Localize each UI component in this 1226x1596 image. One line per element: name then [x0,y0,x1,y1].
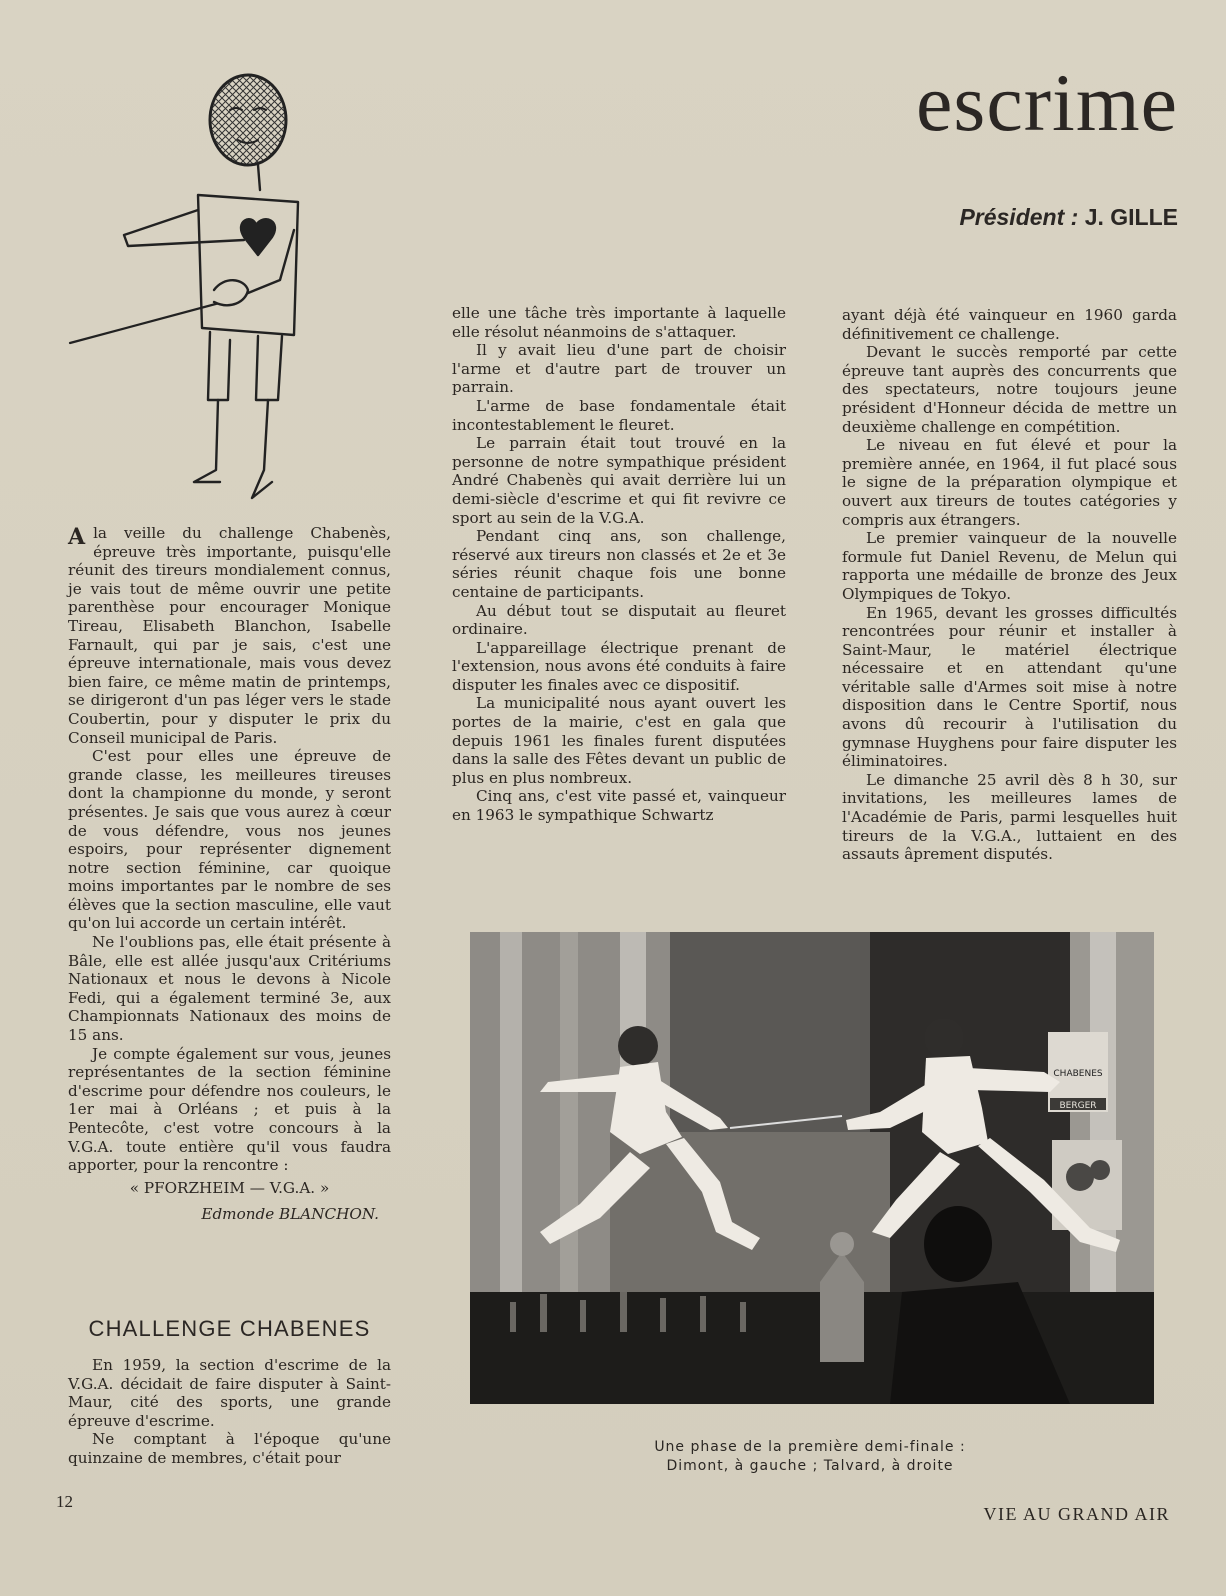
challenge-paragraph: La municipalité nous ayant ouvert les portes de la mairie, c'est en gala que depuis 1961 les finales furent disputées dans la salle des Fêtes devant un public de plus en plus nombreux. [452,694,786,787]
challenge-paragraph: Le premier vainqueur de la nouvelle formule fut Daniel Revenu, de Melun qui rapporta une médaille de bronze des Jeux Olympiques de Tokyo. [842,529,1177,603]
challenge-paragraph: Cinq ans, c'est vite passé et, vainqueur en 1963 le sympathique Schwartz [452,787,786,825]
challenge-paragraph: Devant le succès remporté par cette épreuve tant auprès des concurrents que des spectateurs, notre toujours jeune président d'Honneur décida de mettre un deuxième challenge en compétition. [842,343,1177,436]
challenge-paragraph: En 1965, devant les grosses difficultés rencontrées pour réunir et installer à Saint-Maur, le matériel électrique nécessaire et en attendant qu'une véritable salle d'Armes soit mise à notre disposition dans le Centre Sportif, nous avons dû recourir à l'utilisation du gymnase Huyghens pour faire disputer les éliminatoires. [842,603,1177,771]
page-number: 12 [56,1492,73,1511]
poster-text: CHABENES [1053,1069,1103,1079]
challenge-paragraph: L'appareillage électrique prenant de l'extension, nous avons été conduits à faire disputer les finales avec ce dispositif. [452,638,786,694]
challenge-paragraph: En 1959, la section d'escrime de la V.G.A. décidait de faire disputer à Saint-Maur, cité des sports, une grande épreuve d'escrime. [68,1356,391,1430]
caption-line: Dimont, à gauche ; Talvard, à droite [666,1458,954,1474]
article-paragraph: A la veille du challenge Chabenès, épreuve très importante, puisqu'elle réunit des tireurs mondialement connus, je vais tout de même ouvrir une petite parenthèse pour encourager Monique Tireau, Elisabeth Blanchon, Isabelle Farnault, qui par je sais, c'est une épreuve internationale, mais vous devez bien faire, ce même matin de printemps, se dirigeront d'un pas léger vers le stade Coubertin, pour y disputer le prix du Conseil municipal de Paris. [68,524,391,747]
author-signature: Edmonde BLANCHON. [201,1205,379,1224]
challenge-paragraph: Ne comptant à l'époque qu'une quinzaine de membres, c'était pour [68,1430,391,1467]
drop-cap: A [68,524,86,550]
poster-brand: BERGER [1059,1101,1097,1111]
challenge-paragraph: Le parrain était tout trouvé en la personne de notre sympathique président André Chabenès qui avait derrière lui un demi-siècle d'escrime et qui fit revivre ce sport au sein de la V.G.A. [452,434,786,527]
challenge-heading: CHALLENGE CHABENES [88,1316,371,1341]
challenge-paragraph: Le dimanche 25 avril dès 8 h 30, sur invitations, les meilleures lames de l'Académie de Paris, parmi lesquelles huit tireurs de la V.G.A., luttaient en des assauts âprement disputés. [842,770,1177,864]
fencer-illustration [68,70,328,510]
challenge-paragraph: Pendant cinq ans, son challenge, réservé aux tireurs non classés et 2e et 3e séries réunit chaque fois une bonne centaine de participants. [452,527,786,601]
article-column-1 [68,524,391,1224]
caption-line: Une phase de la première demi-finale : [654,1439,966,1455]
challenge-paragraph: Il y avait lieu d'une part de choisir l'arme et d'autre part de trouver un parrain. [452,341,786,397]
president-label: Président : [959,204,1079,230]
president-line [959,204,1178,231]
challenge-paragraph: Au début tout se disputait au fleuret ordinaire. [452,601,786,639]
article-paragraph: Ne l'oublions pas, elle était présente à Bâle, elle est allée jusqu'aux Critériums Nationaux et nous le devons à Nicole Fedi, qui a également terminé 3e, aux Championnats Nationaux des moins de 15 ans. [68,933,391,1045]
challenge-column-3 [842,306,1177,864]
fencing-photo-art [470,932,1154,1404]
article-paragraph: C'est pour elles une épreuve de grande classe, les meilleures tireuses dont la championne du monde, y seront présentes. Je sais que vous aurez à cœur de vous défendre, vous nos jeunes espoirs, pour représenter dignement notre section féminine, car quoique moins importantes par le nombre de ses élèves que la section masculine, elle vaut qu'on lui accorde un certain intérêt. [68,747,391,933]
president-name: J. GILLE [1084,204,1178,230]
photo-caption [600,1438,1020,1476]
challenge-paragraph: L'arme de base fondamentale était incontestablement le fleuret. [452,396,786,434]
section-title: escrime [916,57,1178,148]
challenge-column-2 [452,304,786,825]
challenge-paragraph: Le niveau en fut élevé et pour la première année, en 1964, il fut placé sous le signe de la préparation olympique et ouvert aux tireurs de toutes catégories y compris aux étrangers. [842,436,1177,529]
quote-line: « PFORZHEIM — V.G.A. » [129,1178,330,1197]
challenge-paragraph: elle une tâche très importante à laquelle elle résolut néanmoins de s'attaquer. [452,304,786,341]
article-paragraph: Je compte également sur vous, jeunes représentantes de la section féminine d'escrime pour défendre nos couleurs, le 1er mai à Orléans ; et puis à la Pentecôte, c'est votre concours à la V.G.A. toute entière qu'il vous faudra apporter, pour la rencontre : [68,1044,391,1175]
magazine-name: VIE AU GRAND AIR [983,1504,1170,1524]
challenge-paragraph: ayant déjà été vainqueur en 1960 garda définitivement ce challenge. [842,306,1177,343]
challenge-column-1 [68,1356,391,1468]
fencing-photo [470,932,1154,1404]
